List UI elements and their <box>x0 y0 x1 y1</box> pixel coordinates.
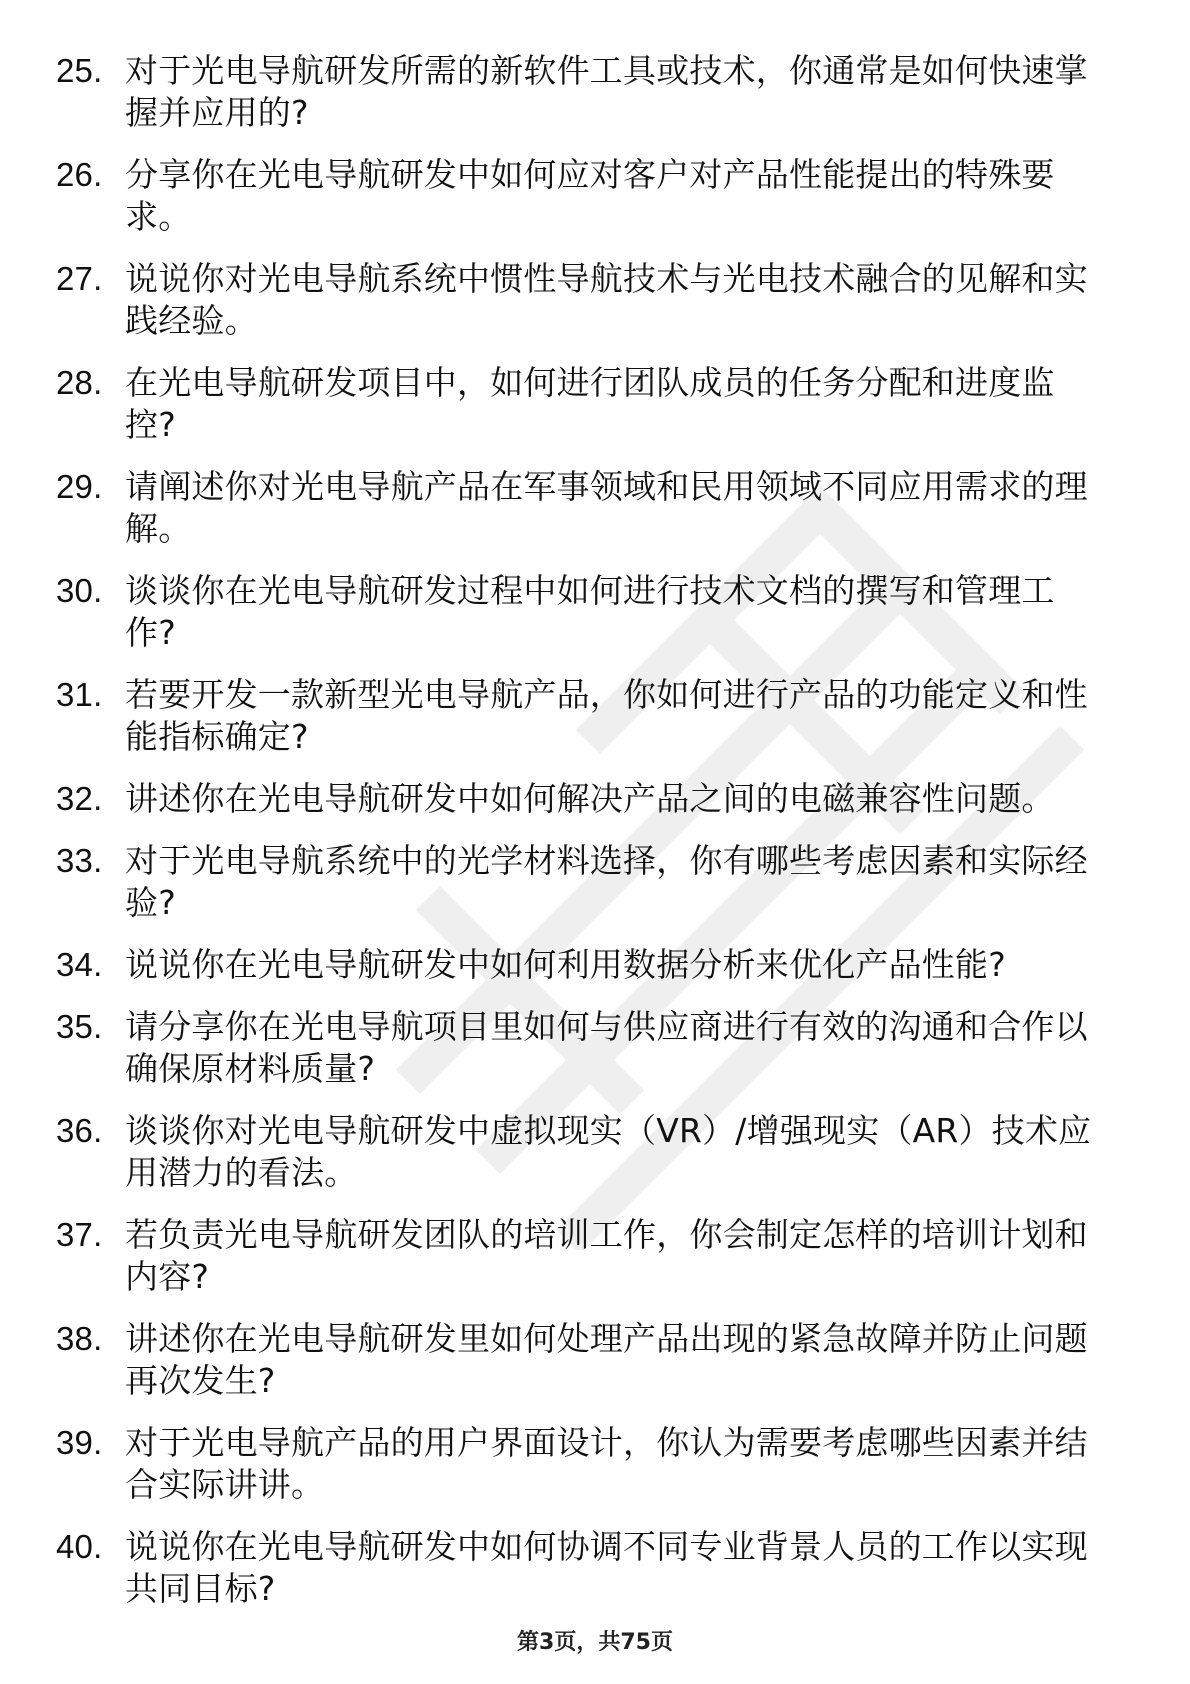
question-number: 30. <box>56 572 103 609</box>
question-item <box>0 258 1190 342</box>
question-number: 36. <box>56 1112 103 1149</box>
question-number: 37. <box>56 1216 103 1253</box>
question-text: 在光电导航研发项目中，如何进行团队成员的任务分配和进度监控? <box>125 363 1055 444</box>
question-number: 40. <box>56 1528 103 1565</box>
question-text: 对于光电导航产品的用户界面设计，你认为需要考虑哪些因素并结合实际讲讲。 <box>125 1423 1088 1504</box>
question-text: 若负责光电导航研发团队的培训工作，你会制定怎样的培训计划和内容? <box>125 1215 1088 1296</box>
page-footer: 第3页，共75页 <box>517 1630 673 1655</box>
question-item <box>0 1318 1190 1402</box>
question-text: 谈谈你对光电导航研发中虚拟现实（VR）/增强现实（AR）技术应用潜力的看法。 <box>125 1111 1092 1192</box>
question-number: 32. <box>56 780 103 817</box>
question-number: 31. <box>56 676 103 713</box>
question-number: 35. <box>56 1008 103 1045</box>
question-number: 26. <box>56 156 103 193</box>
question-text: 分享你在光电导航研发中如何应对客户对产品性能提出的特殊要求。 <box>125 155 1055 236</box>
question-text: 说说你在光电导航研发中如何协调不同专业背景人员的工作以实现共同目标? <box>125 1527 1088 1608</box>
question-number: 29. <box>56 468 103 505</box>
question-text: 谈谈你在光电导航研发过程中如何进行技术文档的撰写和管理工作? <box>125 571 1055 652</box>
question-text: 讲述你在光电导航研发中如何解决产品之间的电磁兼容性问题。 <box>125 779 1055 818</box>
question-item <box>0 674 1190 758</box>
question-item <box>0 1422 1190 1506</box>
question-item <box>0 840 1190 924</box>
question-number: 34. <box>56 946 103 983</box>
question-text: 说说你在光电导航研发中如何利用数据分析来优化产品性能? <box>125 945 1006 984</box>
question-item <box>0 362 1190 446</box>
question-item <box>0 466 1190 550</box>
question-item <box>0 944 1190 986</box>
question-text: 若要开发一款新型光电导航产品，你如何进行产品的功能定义和性能指标确定? <box>125 675 1088 756</box>
question-item <box>0 50 1190 134</box>
question-text: 请分享你在光电导航项目里如何与供应商进行有效的沟通和合作以确保原材料质量? <box>125 1007 1088 1088</box>
question-text: 讲述你在光电导航研发里如何处理产品出现的紧急故障并防止问题再次发生? <box>125 1319 1088 1400</box>
question-text: 对于光电导航系统中的光学材料选择，你有哪些考虑因素和实际经验? <box>125 841 1088 922</box>
question-number: 38. <box>56 1320 103 1357</box>
question-item <box>0 778 1190 820</box>
question-list <box>0 50 1190 1630</box>
question-text: 说说你对光电导航系统中惯性导航技术与光电技术融合的见解和实践经验。 <box>125 259 1088 340</box>
question-item <box>0 570 1190 654</box>
question-item <box>0 154 1190 238</box>
question-item <box>0 1526 1190 1610</box>
question-number: 27. <box>56 260 103 297</box>
question-number: 33. <box>56 842 103 879</box>
question-item <box>0 1110 1190 1194</box>
question-number: 39. <box>56 1424 103 1461</box>
question-number: 28. <box>56 364 103 401</box>
question-text: 请阐述你对光电导航产品在军事领域和民用领域不同应用需求的理解。 <box>125 467 1088 548</box>
question-number: 25. <box>56 52 103 89</box>
question-item <box>0 1214 1190 1298</box>
question-item <box>0 1006 1190 1090</box>
question-text: 对于光电导航研发所需的新软件工具或技术，你通常是如何快速掌握并应用的? <box>125 51 1088 132</box>
